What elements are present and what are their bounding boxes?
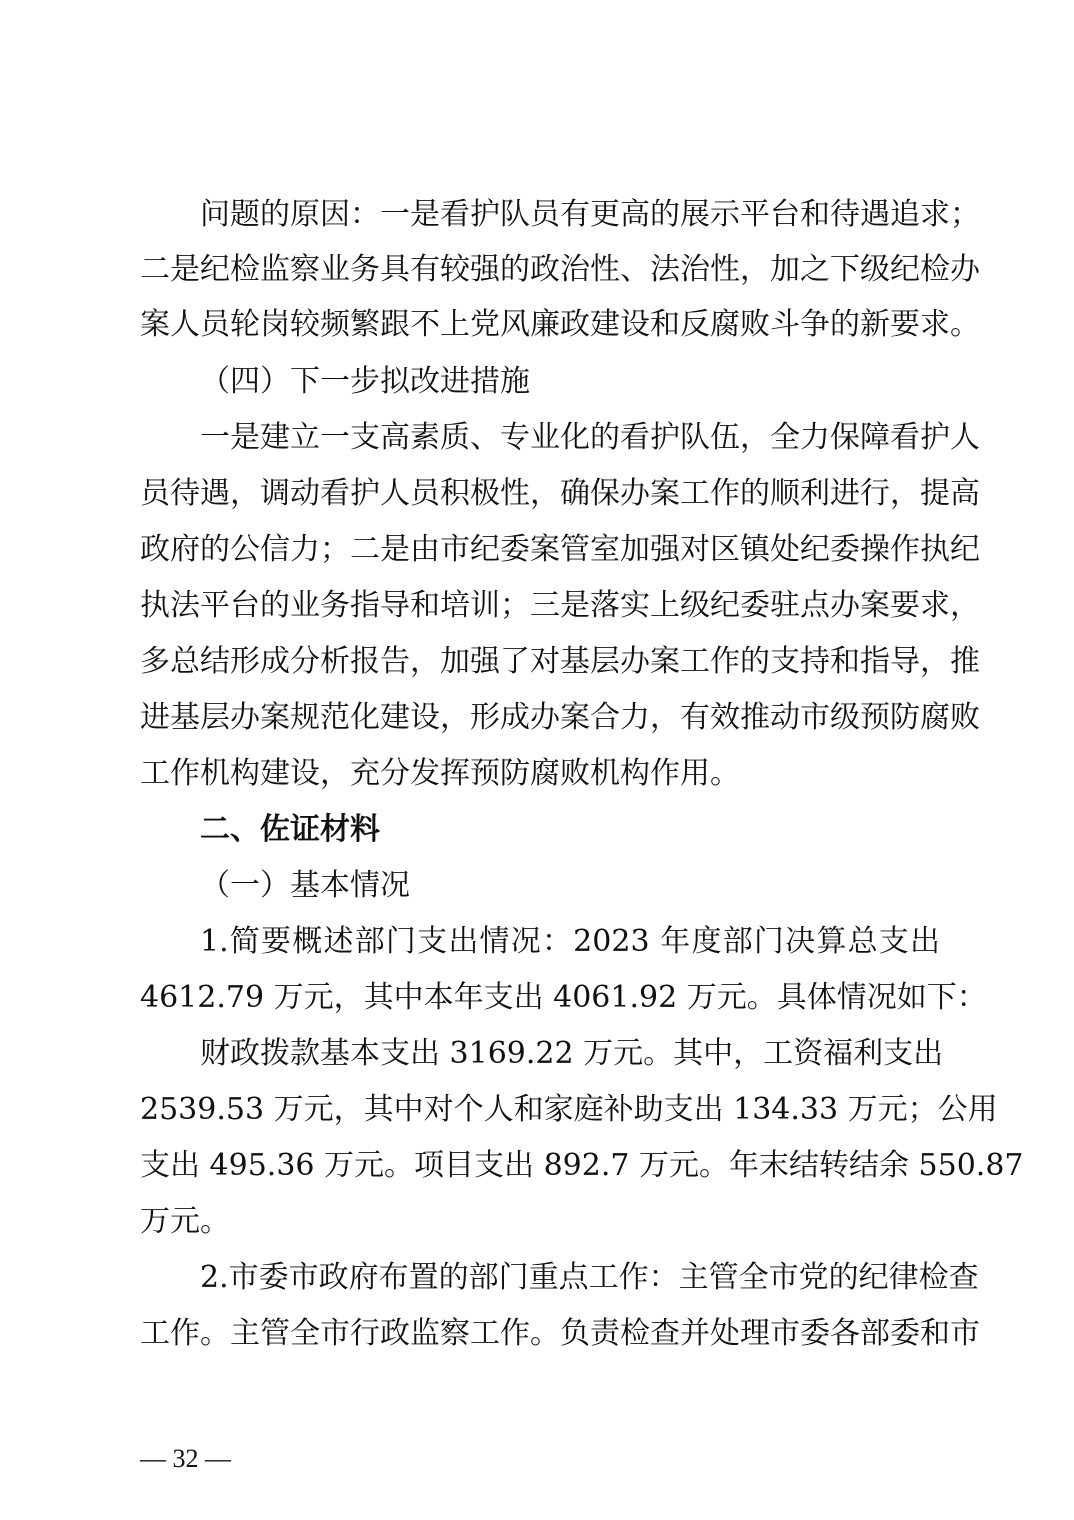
paragraph-line-8: 执法平台的业务指导和培训；三是落实上级纪委驻点办案要求， (140, 588, 980, 623)
paragraph-line-1: 问题的原因：一是看护队员有更高的展示平台和待遇追求； (200, 197, 980, 232)
paragraph-line-2: 二是纪检监察业务具有较强的政治性、法治性，加之下级纪检办 (140, 252, 980, 287)
page-number: — 32 — (140, 1444, 231, 1473)
paragraph-line-3: 案人员轮岗较频繁跟不上党风廉政建设和反腐败斗争的新要求。 (140, 307, 980, 342)
paragraph-line-16: 财政拨款基本支出 3169.22 万元。其中，工资福利支出 (200, 1036, 944, 1071)
paragraph-line-9: 多总结形成分析报告，加强了对基层办案工作的支持和指导，推 (140, 644, 980, 679)
paragraph-line-11: 工作机构建设，充分发挥预防腐败机构作用。 (140, 756, 740, 791)
paragraph-line-14: 1.简要概述部门支出情况：2023 年度部门决算总支出 (200, 924, 940, 959)
paragraph-line-17: 2539.53 万元，其中对个人和家庭补助支出 134.33 万元；公用 (140, 1092, 998, 1127)
paragraph-line-15: 4612.79 万元，其中本年支出 4061.92 万元。具体情况如下： (140, 980, 987, 1015)
paragraph-line-20: 2.市委市政府布置的部门重点工作：主管全市党的纪律检查 (200, 1260, 979, 1295)
section-heading-evidence: 二、佐证材料 (200, 812, 380, 847)
paragraph-line-6: 员待遇，调动看护人员积极性，确保办案工作的顺利进行，提高 (140, 476, 980, 511)
paragraph-line-5: 一是建立一支高素质、专业化的看护队伍，全力保障看护人 (200, 420, 980, 455)
paragraph-line-7: 政府的公信力；二是由市纪委案管室加强对区镇处纪委操作执纪 (140, 532, 980, 567)
paragraph-line-18: 支出 495.36 万元。项目支出 892.7 万元。年末结转结余 550.87 (140, 1148, 1024, 1183)
section-heading-next-steps: （四）下一步拟改进措施 (200, 364, 530, 399)
paragraph-line-10: 进基层办案规范化建设，形成办案合力，有效推动市级预防腐败 (140, 700, 980, 735)
paragraph-line-21: 工作。主管全市行政监察工作。负责检查并处理市委各部委和市 (140, 1316, 980, 1351)
section-heading-basic-info: （一）基本情况 (200, 868, 410, 903)
paragraph-line-19: 万元。 (140, 1204, 230, 1239)
